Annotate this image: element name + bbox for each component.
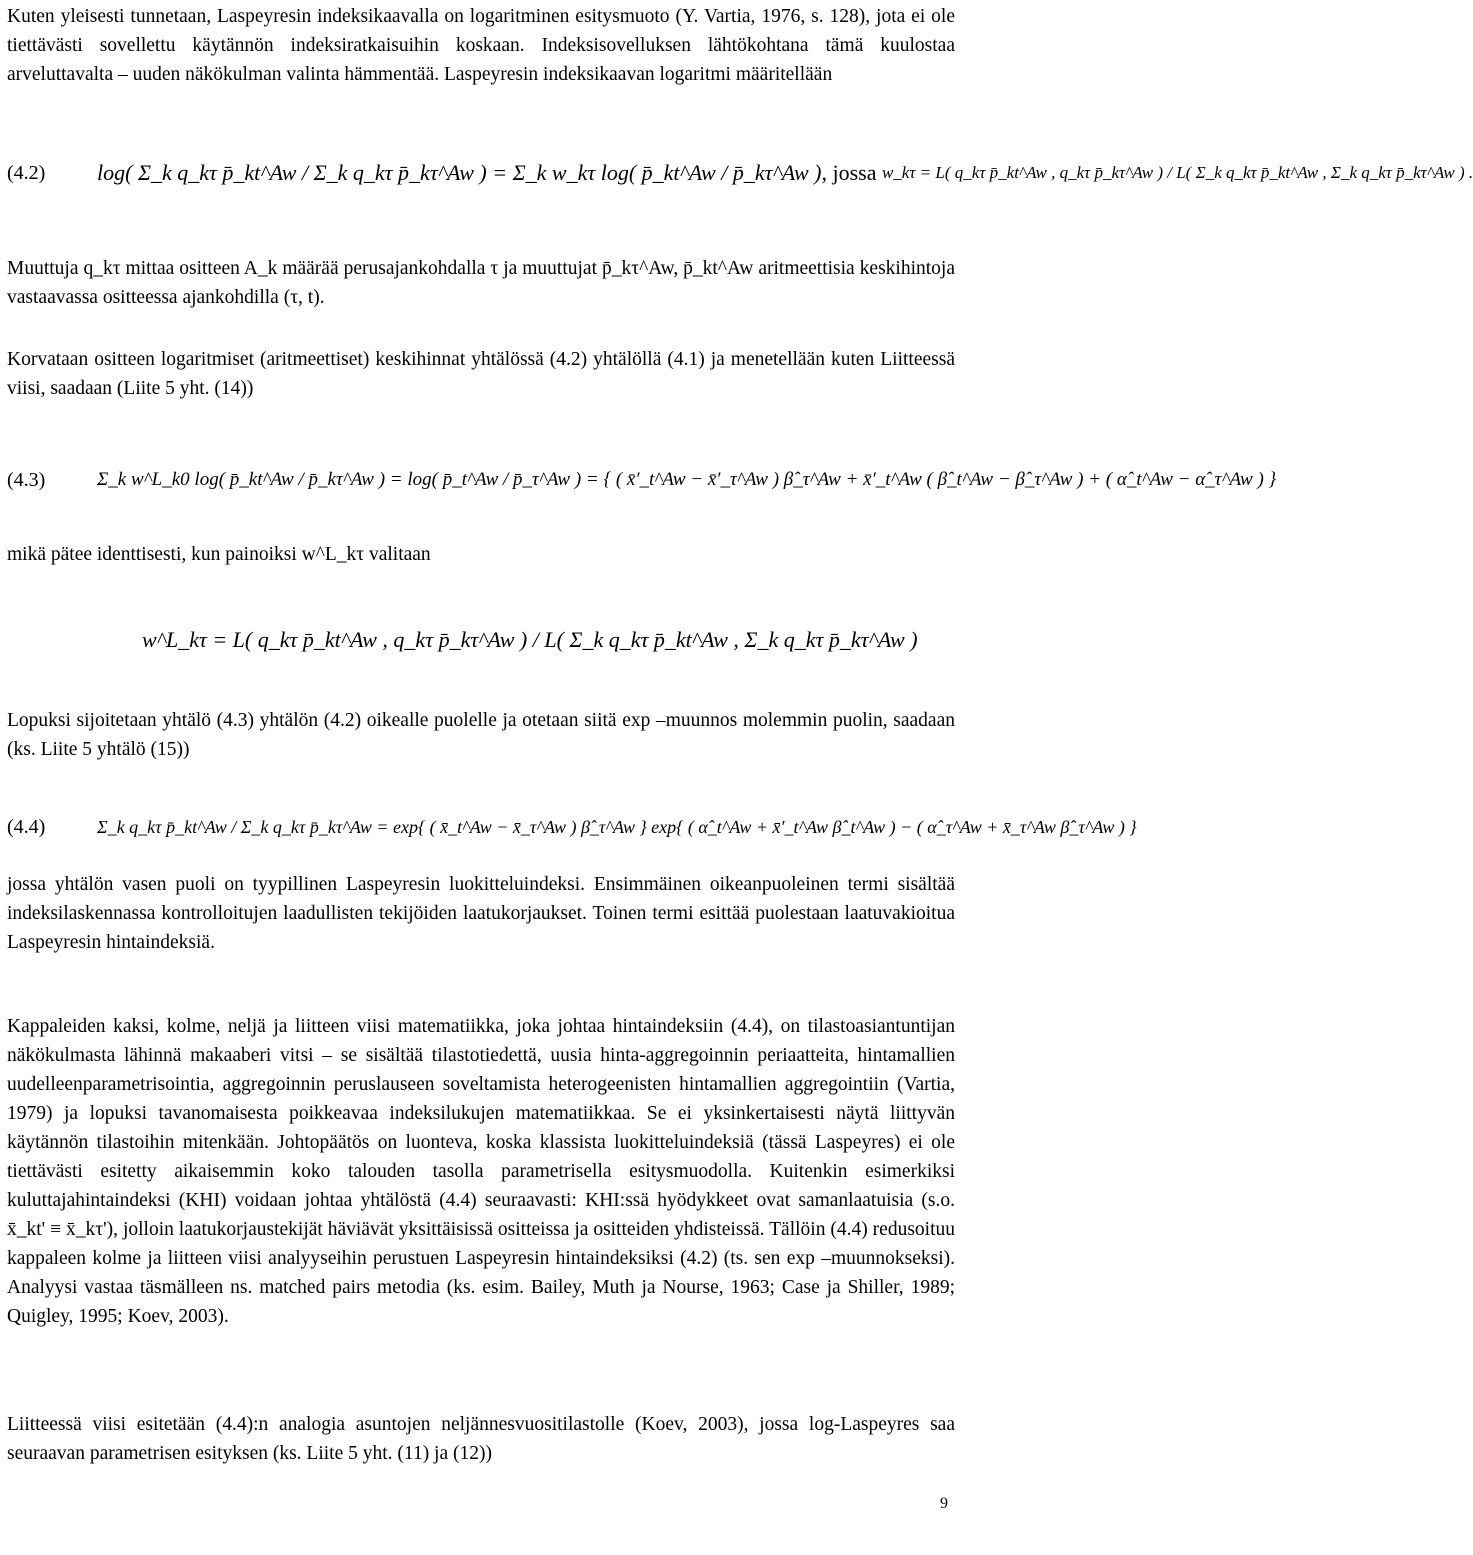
equation-lhs: log( Σ_k q_kτ p̄_kt^Aw / Σ_k q_kτ p̄_kτ^Aw )	[97, 160, 487, 185]
equation-expression: w^L_kτ = L( q_kτ p̄_kt^Aw , q_kτ p̄_kτ^Aw ) / L( Σ_k q_kτ p̄_kt^Aw , Σ_k q_kτ p̄_kτ^Aw )	[142, 627, 918, 652]
equation-weight: w_kτ = L( q_kτ p̄_kt^Aw , q_kτ p̄_kτ^Aw ) / L( Σ_k q_kτ p̄_kt^Aw , Σ_k q_kτ p̄_kτ^Aw ) .	[881, 163, 1473, 182]
equation-jossa: , jossa	[821, 160, 877, 185]
equation-rhs: = Σ_k w_kτ log( p̄_kt^Aw / p̄_kτ^Aw )	[492, 160, 822, 185]
equation-4-3	[7, 445, 1277, 515]
paragraph-substitution: Korvataan ositteen logaritmiset (aritmeettiset) keskihinnat yhtälössä (4.2) yhtälöllä (4.1) ja menetellään kuten Liitteessä viisi, saadaan (Liite 5 yht. (14))	[7, 349, 955, 399]
equation-label: (4.2)	[7, 161, 46, 184]
equation-label: (4.3)	[7, 468, 46, 491]
equation-label: (4.4)	[7, 816, 46, 838]
equation-expression: Σ_k q_kτ p̄_kt^Aw / Σ_k q_kτ p̄_kτ^Aw = exp{ ( x̄_t^Aw − x̄_τ^Aw ) β̂_τ^Aw } exp{ ( α̂_t^Aw + x̄′_t^Aw β̂_t^Aw ) − ( α̂_τ^Aw + x̄_τ^Aw β̂_τ^Aw ) }	[97, 817, 1137, 837]
paragraph-variables: Muuttuja q_kτ mittaa ositteen A_k määrää perusajankohdalla τ ja muuttujat p̄_kτ^Aw, p̄_kt^Aw aritmeettisia keskihintoja vastaavassa ositteessa ajankohdilla (τ, t).	[7, 258, 955, 308]
equation-4-4	[7, 790, 1137, 865]
paragraph-weights: mikä pätee identtisesti, kun painoiksi w^L_kτ valitaan	[7, 544, 431, 565]
paragraph-appendix: Liitteessä viisi esitetään (4.4):n analogia asuntojen neljännesvuositilastolle (Koev, 2003), jossa log-Laspeyres saa seuraavan parametrisen esityksen (ks. Liite 5 yht. (11) ja (12))	[7, 1414, 955, 1464]
page-number: 9	[940, 1495, 948, 1512]
paragraph-discussion: Kappaleiden kaksi, kolme, neljä ja liitteen viisi matematiikka, joka johtaa hintaindeksiin (4.4), on tilastoasiantuntijan näkökulmasta lähinnä makaaberi vitsi – se sisältää tilastotiedettä, uusia hinta-aggregoinnin periaatteita, hintamallien uudelleenparametrisointia, aggregoinnin peruslauseen soveltamista heterogeenisten hintamallien aggregointiin (Vartia, 1979) ja lopuksi tavanomaisesta poikkeavaa indeksilukujen matematiikkaa. Se ei yksinkertaisesti näytä liittyvän käytännön tilastoihin mitenkään. Johtopäätös on luonteva, koska klassista luokitteluindeksiä (tässä Laspeyres) ei ole tiettävästi esitetty aikaisemmin koko talouden tasolla parametrisella esitysmuodolla. Kuitenkin esimerkiksi kuluttajahintaindeksi (KHI) voidaan johtaa yhtälöstä (4.4) seuraavasti: KHI:ssä hyödykkeet ovat samanlaatuisia (s.o. x̄_kt' ≡ x̄_kτ'), jolloin laatukorjaustekijät häviävät yksittäisissä ositteissa ja ositteiden yhdisteissä. Tällöin (4.4) redusoituu kappaleen kolme ja liitteen viisi analyyseihin perustuen Laspeyresin hintaindeksiksi (4.2) (ts. sen exp –muunnokseksi). Analyysi vastaa täsmälleen ns. matched pairs metodia (ks. esim. Bailey, Muth ja Nourse, 1963; Case ja Shiller, 1989; Quigley, 1995; Koev, 2003).	[7, 1016, 955, 1327]
equation-weight-definition	[7, 600, 955, 680]
paragraph-interpretation: jossa yhtälön vasen puoli on tyypillinen Laspeyresin luokitteluindeksi. Ensimmäinen oikeanpuoleinen termi sisältää indeksilaskennassa kontrolloitujen laadullisten tekijöiden laatukorjaukset. Toinen termi esittää puolestaan laatuvakioitua Laspeyresin hintaindeksiä.	[7, 874, 955, 953]
equation-4-2	[7, 138, 1473, 208]
paragraph-intro: Kuten yleisesti tunnetaan, Laspeyresin indeksikaavalla on logaritminen esitysmuoto (Y. Vartia, 1976, s. 128), jota ei ole tiettävästi sovellettu käytännön indeksiratkaisuihin koskaan. Indeksisovelluksen lähtökohtana tämä kuulostaa arveluttavalta – uuden näkökulman valinta hämmentää. Laspeyresin indeksikaavan logaritmi määritellään	[7, 6, 955, 85]
paragraph-exp-transform: Lopuksi sijoitetaan yhtälö (4.3) yhtälön (4.2) oikealle puolelle ja otetaan siitä exp –muunnos molemmin puolin, saadaan (ks. Liite 5 yhtälö (15))	[7, 710, 955, 760]
equation-expression: Σ_k w^L_k0 log( p̄_kt^Aw / p̄_kτ^Aw ) = log( p̄_t^Aw / p̄_τ^Aw ) = { ( x̄′_t^Aw − x̄′_τ^Aw ) β̂_τ^Aw + x̄′_t^Aw ( β̂_t^Aw − β̂_τ^Aw ) + ( α̂_t^Aw − α̂_τ^Aw ) }	[97, 469, 1277, 490]
